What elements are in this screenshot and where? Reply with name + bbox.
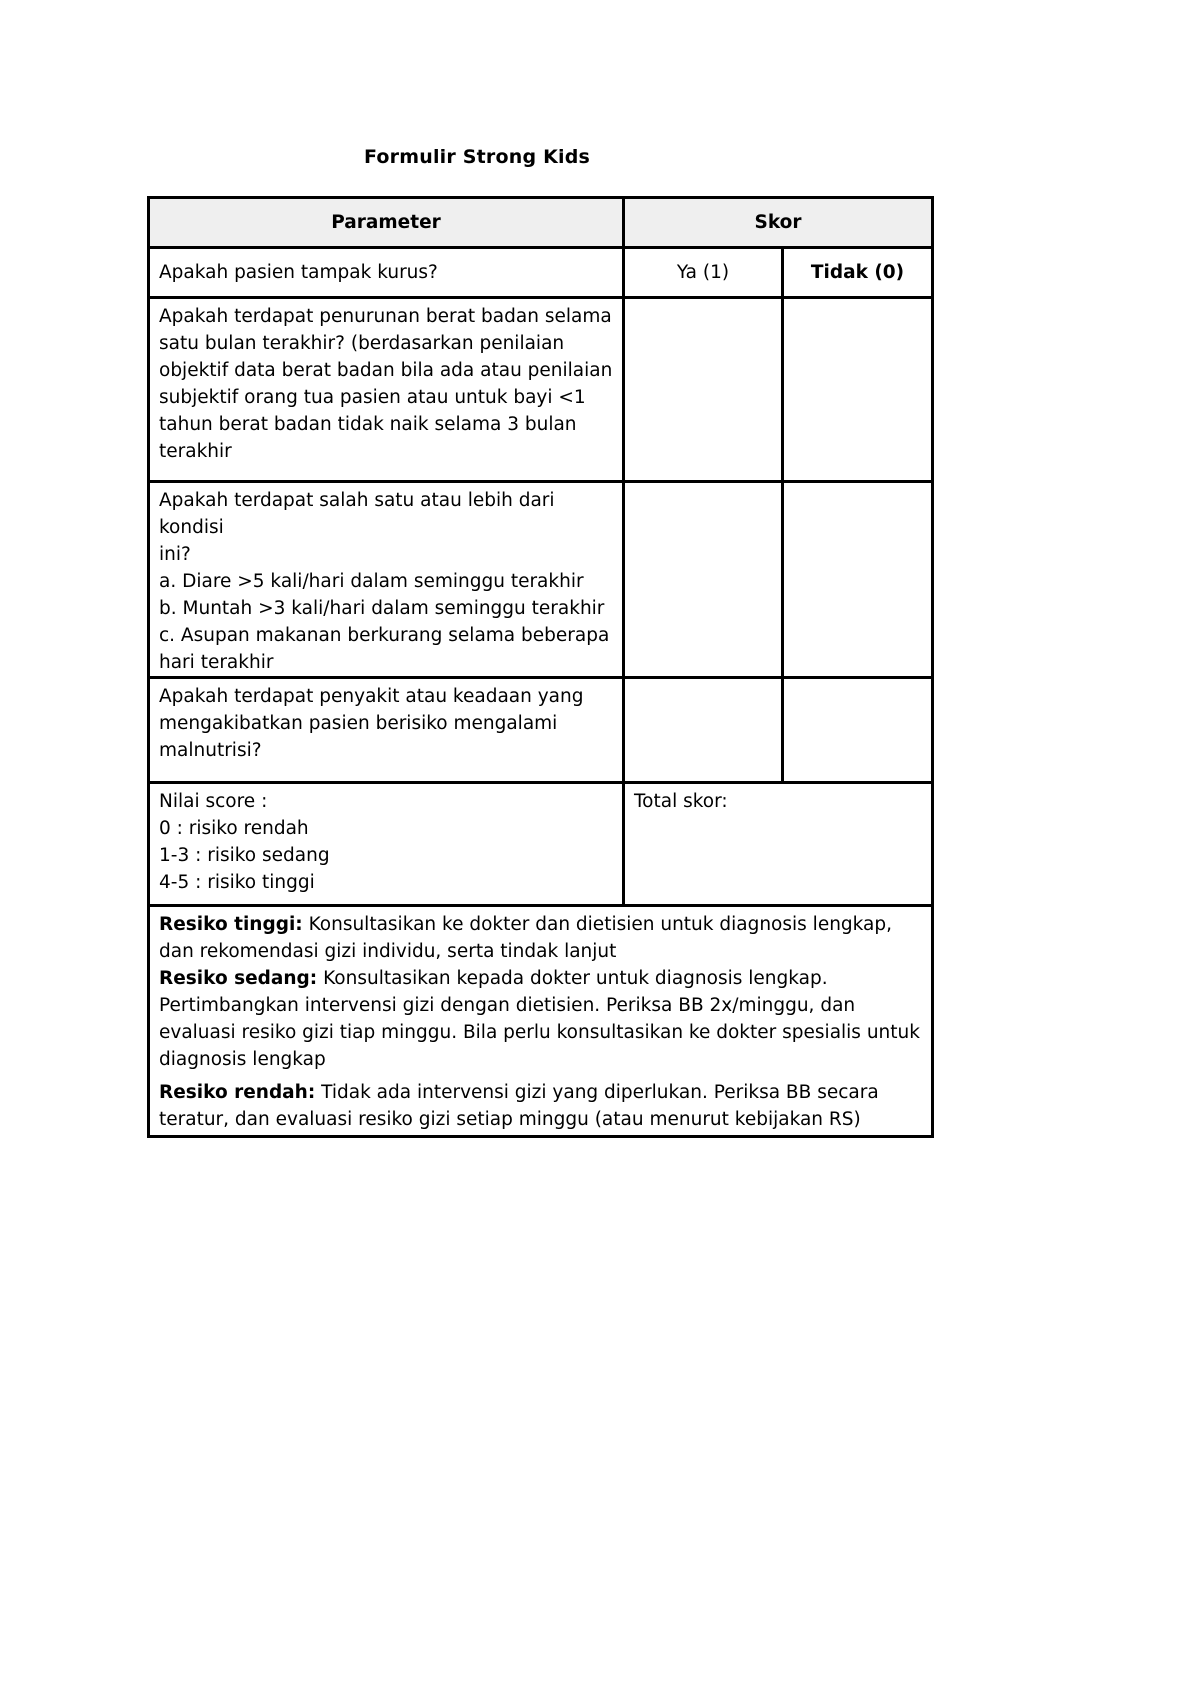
score-legend-line: 4-5 : risiko tinggi	[159, 872, 315, 893]
score-legend-line: 1-3 : risiko sedang	[159, 845, 330, 866]
question-3-no-cell[interactable]	[783, 482, 933, 678]
answer-yes-label[interactable]: Ya (1)	[624, 248, 783, 298]
question-4-line: Apakah terdapat penyakit atau keadaan yang	[159, 686, 584, 707]
guidance-high	[159, 911, 922, 965]
guidance-high-label: Resiko tinggi:	[159, 914, 303, 935]
table-row	[149, 298, 933, 482]
question-3	[149, 482, 624, 678]
guidance-high-text: Konsultasikan ke dokter dan dietisien untuk diagnosis lengkap, dan rekomendasi gizi individu, serta tindak lanjut	[159, 914, 893, 962]
question-2-line: satu bulan terakhir? (berdasarkan penilaian	[159, 333, 565, 354]
question-3-yes-cell[interactable]	[624, 482, 783, 678]
question-3-line: ini?	[159, 544, 191, 565]
question-4-no-cell[interactable]	[783, 678, 933, 783]
strong-kids-form-table	[147, 196, 934, 1138]
question-3-line: Apakah terdapat salah satu atau lebih dari kondisi	[159, 490, 555, 538]
guidance-low-text: Tidak ada intervensi gizi yang diperlukan. Periksa BB secara teratur, dan evaluasi resiko gizi setiap minggu (atau menurut kebijakan RS)	[159, 1082, 879, 1130]
header-score: Skor	[624, 198, 933, 248]
question-3-line: c. Asupan makanan berkurang selama beberapa	[159, 625, 610, 646]
table-row	[149, 482, 933, 678]
question-4-yes-cell[interactable]	[624, 678, 783, 783]
question-2-no-cell[interactable]	[783, 298, 933, 482]
question-1-line: Apakah pasien tampak kurus?	[159, 262, 438, 283]
question-3-line: hari terakhir	[159, 652, 274, 673]
score-legend-line: 0 : risiko rendah	[159, 818, 309, 839]
answer-no-label[interactable]: Tidak (0)	[783, 248, 933, 298]
page-title: Formulir Strong Kids	[364, 146, 591, 168]
question-2-line: Apakah terdapat penurunan berat badan selama	[159, 306, 612, 327]
question-1	[149, 248, 624, 298]
total-score-label: Total skor:	[634, 791, 728, 812]
guidance-medium-label: Resiko sedang:	[159, 968, 318, 989]
question-4-line: mengakibatkan pasien berisiko mengalami	[159, 713, 558, 734]
question-2-line: tahun berat badan tidak naik selama 3 bulan	[159, 414, 577, 435]
table-row	[149, 678, 933, 783]
score-legend-line: Nilai score :	[159, 791, 268, 812]
table-row	[149, 783, 933, 906]
total-score-cell[interactable]	[624, 783, 933, 906]
header-parameter: Parameter	[149, 198, 624, 248]
question-3-line: a. Diare >5 kali/hari dalam seminggu terakhir	[159, 571, 584, 592]
risk-guidance	[149, 906, 933, 1137]
guidance-medium	[159, 965, 922, 1073]
table-header-row	[149, 198, 933, 248]
question-2-line: objektif data berat badan bila ada atau penilaian	[159, 360, 613, 381]
question-2-line: subjektif orang tua pasien atau untuk bayi <1	[159, 387, 586, 408]
question-4-line: malnutrisi?	[159, 740, 262, 761]
table-row	[149, 248, 933, 298]
question-3-line: b. Muntah >3 kali/hari dalam seminggu terakhir	[159, 598, 605, 619]
guidance-low-label: Resiko rendah:	[159, 1082, 316, 1103]
table-row	[149, 906, 933, 1137]
guidance-low	[159, 1079, 922, 1133]
question-4	[149, 678, 624, 783]
question-2-yes-cell[interactable]	[624, 298, 783, 482]
guidance-medium-text: Konsultasikan kepada dokter untuk diagnosis lengkap. Pertimbangkan intervensi gizi dengan dietisien. Periksa BB 2x/minggu, dan evaluasi resiko gizi tiap minggu. Bila perlu konsultasikan ke dokter spesialis untuk diagnosis lengkap	[159, 968, 920, 1070]
score-legend	[149, 783, 624, 906]
question-2-line: terakhir	[159, 441, 232, 462]
question-2	[149, 298, 624, 482]
